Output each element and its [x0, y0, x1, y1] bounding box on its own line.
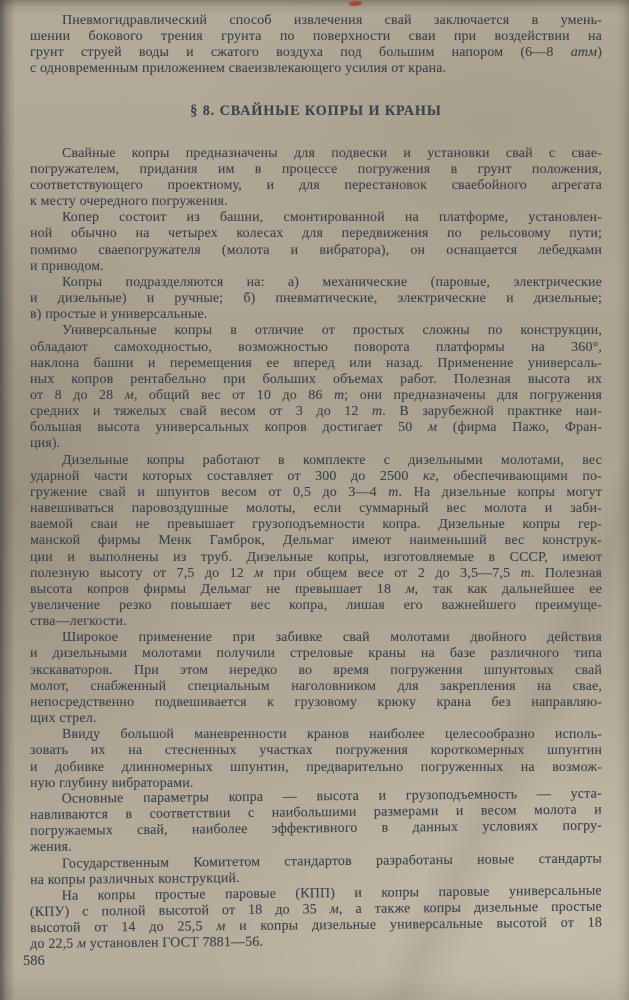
paragraph: [30, 786, 603, 856]
red-ink-mark: [349, 0, 363, 7]
paragraph: [30, 13, 602, 78]
text-line: щих стрел.: [30, 711, 97, 727]
text-line: наклона башни и перемещения ее вперед или назад. Применение универсаль-: [30, 355, 602, 371]
text-line: соответствующего проектному, и для перестановок сваебойного агрегата: [30, 177, 602, 193]
text-line: экскаваторов. При этом нередко во время погружения шпунтовых свай: [30, 662, 602, 678]
paragraph: [30, 630, 602, 727]
text-line: помимо сваепогружателя (молота и вибратора), он оснащается лебедками: [30, 242, 602, 258]
text-line: (КПУ) с полной высотой от 18 до 35 м, а также копры дизельные простые: [29, 899, 602, 920]
text-line: Дизельные копры работают в комплекте с дизельными молотами, вес: [62, 452, 602, 468]
text-line: полезную высоту от 7,5 до 12 м при общем весе от 2 до 3,5—7,5 т. Полезная: [30, 565, 603, 581]
text-line: На копры простые паровые (КПП) и копры паровые универсальные: [61, 883, 602, 904]
text-line: в) простые и универсальные.: [30, 307, 208, 323]
paragraph: [30, 727, 602, 792]
text-line: с одновременным приложением сваеизвлекающего усилия от крана.: [30, 61, 447, 77]
text-line: ную глубину вибраторами.: [30, 775, 194, 791]
text-line: Ввиду большой маневренности кранов наиболее целесообразно исполь-: [62, 727, 602, 743]
paragraph: [30, 210, 602, 275]
page-number: 586: [23, 953, 45, 969]
text-line: Копер состоит из башни, смонтированной на платформе, установлен-: [62, 210, 602, 226]
text-line: и приводом.: [30, 258, 104, 274]
text-line: высотой от 14 до 25,5 м и копры дизельные универсальные высотой от 18: [30, 915, 603, 937]
text-line: высота копров фирмы Дельмаг не превышает 18 м, так как дальнейшее ее: [30, 581, 602, 597]
text-line: Пневмогидравлический способ извлечения свай заключается в умень-: [62, 13, 602, 28]
text-line: Основные параметры копра — высота и грузоподъемность — уста-: [61, 786, 602, 807]
text-line: ной обычно на четырех колесах для передвижения по рельсовому пути;: [30, 226, 602, 242]
text-line: погружателем, придания им в процессе погружения в грунт положения,: [30, 161, 602, 177]
text-line: зовать их на стесненных участках погружения короткомерных шпунтин: [30, 743, 602, 759]
paragraph: [30, 453, 602, 631]
text-line: Свайные копры предназначены для подвески и установки свай с свае-: [62, 145, 602, 161]
text-line: гружение свай и шпунтов весом от 0,5 до 3—4 т. На дизельные копры могут: [30, 484, 602, 500]
text-line: Копры подразделяются на: а) механические (паровые, электрические: [62, 274, 602, 290]
paragraph: [30, 323, 602, 452]
text-block: [30, 13, 602, 953]
text-line: увеличение резко повышает вес копра, лишая его важнейшего преимуще-: [30, 598, 602, 613]
text-line: непосредственно подвешивается к грузовому крюку крана без направляю-: [30, 694, 602, 710]
text-line: обладают самоходностью, возможностью поворота платформы на 360°,: [30, 339, 602, 355]
text-line: Широкое применение при забивке свай молотами двойного действия: [62, 630, 602, 646]
text-line: и дизельные) и ручные; б) пневматические, электрические и дизельные;: [30, 291, 602, 307]
section-heading: § 8. СВАЙНЫЕ КОПРЫ И КРАНЫ: [190, 102, 442, 119]
text-line: погружаемых свай, наиболее эффективного в данных условиях погру-: [30, 818, 603, 840]
text-line: ваемой сваи не превышает грузоподъемности копра. Дизельные копры гер-: [30, 517, 602, 533]
text-line: ции и выполнены из труб. Дизельные копры, изготовляемые в СССР, имеют: [30, 549, 602, 565]
text-line: жения.: [30, 839, 72, 856]
text-line: молот, снабженный специальным наголовником для закрепления на свае,: [30, 678, 602, 694]
text-line: ция).: [30, 436, 61, 452]
text-line: шении бокового трения грунта по поверхности сваи при воздействии на: [30, 29, 602, 45]
text-line: ных копров рентабельно при больших объемах работ. Полезная высота их: [30, 371, 602, 387]
paragraph: [30, 146, 602, 211]
text-line: ударной части которых составляет от 300 до 2500 кг, обеспечивающими по-: [30, 468, 602, 484]
text-line: манской фирмы Менк Гамброк, Дельмаг имеют наименьший вес конструк-: [30, 533, 602, 549]
paragraph: [30, 883, 603, 953]
text-line: большая высота универсальных копров достигает 50 м (фирма Пажо, Фран-: [30, 420, 603, 436]
text-line: к месту очередного погружения.: [30, 194, 228, 210]
text-line: на копры различных конструкций.: [30, 870, 240, 888]
paragraph: [30, 275, 602, 323]
text-line: и дизельными молотами получили стреловые краны на базе различного типа: [30, 646, 602, 662]
text-line: и добивке длинномерных шпунтин, предварительно погруженных на возмож-: [30, 759, 602, 775]
paragraph: [30, 851, 602, 889]
text-line: грунт струей воды и сжатого воздуха под большим напором (6—8 атм): [30, 45, 602, 61]
text-line: средних и тяжелых свай весом от 3 до 12 т. В зарубежной практике наи-: [30, 404, 602, 420]
text-line: от 8 до 28 м, общий вес от 10 до 86 т; они предназначены для погружения: [30, 387, 602, 403]
text-line: навливаются в соответствии с наибольшими размерами и весом молота и: [29, 802, 602, 824]
text-line: навешиваться паровоздушные молоты, если суммарный вес молота и заби-: [30, 501, 602, 517]
text-line: ства—легкости.: [30, 614, 127, 630]
text-line: Универсальные копры в отличие от простых сложны по конструкции,: [62, 323, 602, 339]
text-line: Государственным Комитетом стандартов разработаны новые стандарты: [61, 851, 602, 872]
text-line: до 22,5 м установлен ГОСТ 7881—56.: [30, 935, 264, 953]
